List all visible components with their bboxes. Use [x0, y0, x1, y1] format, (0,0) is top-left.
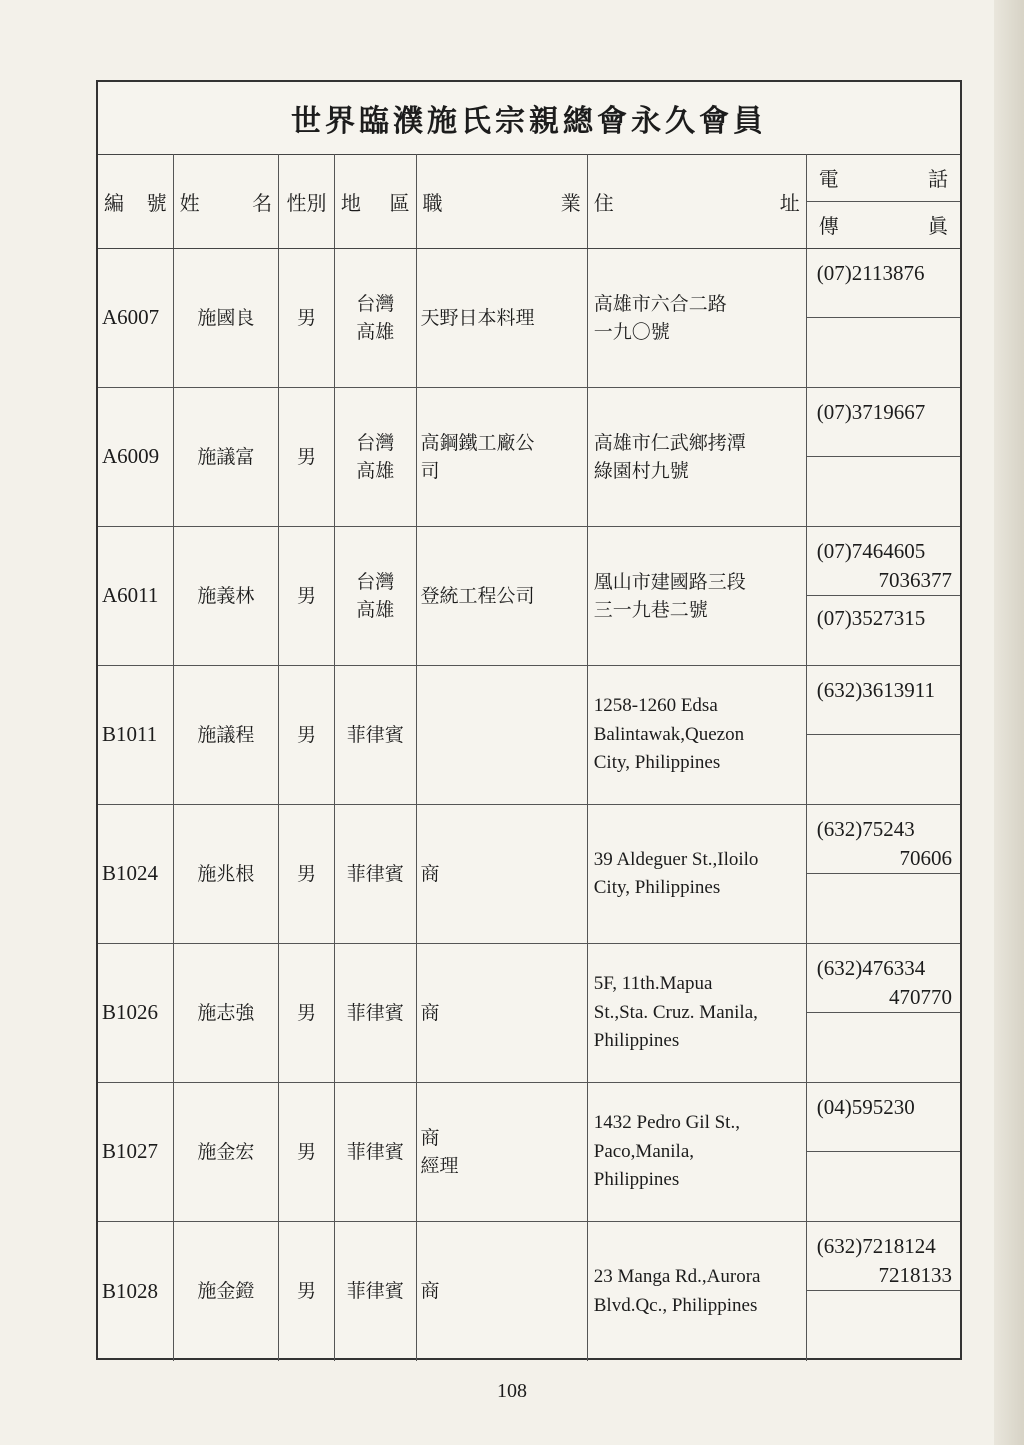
- line: 商: [420, 1280, 440, 1303]
- member-gender-text: 男: [297, 584, 317, 607]
- table-header: [98, 154, 960, 249]
- member-occupation: [417, 249, 588, 387]
- member-code: [98, 1222, 174, 1361]
- member-region: [335, 1083, 417, 1221]
- member-fax: [807, 735, 960, 804]
- member-code-text: A6007: [102, 305, 160, 330]
- table-row: [98, 1083, 960, 1222]
- header-gender: 性別: [286, 190, 327, 215]
- phone-line: 7218133: [878, 1263, 953, 1288]
- member-address: [588, 805, 807, 943]
- member-code-text: B1027: [102, 1139, 159, 1164]
- line: 1432 Pedro Gil St.,: [593, 1112, 740, 1134]
- phone-line: (632)75243: [816, 817, 915, 841]
- line: 高雄: [356, 460, 395, 482]
- member-code: [98, 805, 174, 943]
- member-region: [335, 388, 417, 526]
- member-address: [588, 527, 807, 665]
- page-edge: [994, 0, 1024, 1445]
- member-phone-fax: [807, 944, 960, 1082]
- table-row: [98, 527, 960, 666]
- member-phone: [807, 1083, 960, 1152]
- line: 司: [420, 460, 440, 482]
- member-gender: [279, 805, 335, 943]
- member-name: [174, 666, 280, 804]
- line: 商: [420, 1126, 440, 1149]
- member-phone: [807, 1222, 960, 1291]
- member-phone-fax: [807, 1083, 960, 1221]
- phone-line: (04)595230: [816, 1095, 915, 1119]
- header-phone-fax: [807, 154, 960, 248]
- line: 綠園村九號: [593, 460, 689, 482]
- member-code: [98, 666, 174, 804]
- member-gender: [279, 1222, 335, 1361]
- table-body: [98, 249, 960, 1361]
- line: 登統工程公司: [420, 584, 535, 607]
- table-row: [98, 388, 960, 527]
- member-code: [98, 1083, 174, 1221]
- member-phone: [807, 944, 960, 1013]
- line: 1258-1260 Edsa: [593, 695, 718, 717]
- member-gender: [279, 666, 335, 804]
- page-number: 108: [497, 1380, 527, 1402]
- phone-line: 470770: [889, 985, 953, 1010]
- line: 5F, 11th.Mapua: [593, 973, 713, 995]
- phone-line: (632)476334: [816, 956, 926, 980]
- member-gender-text: 男: [297, 445, 317, 468]
- line: 商: [420, 862, 440, 885]
- member-region: [335, 1222, 417, 1361]
- member-gender: [279, 249, 335, 387]
- member-fax: [807, 596, 960, 665]
- member-name-text: 施議程: [197, 723, 255, 746]
- line: Blvd.Qc., Philippines: [593, 1294, 758, 1316]
- member-name: [174, 944, 280, 1082]
- line: 菲律賓: [346, 1280, 404, 1303]
- member-phone-fax: [807, 249, 960, 387]
- member-gender-text: 男: [297, 723, 317, 746]
- member-occupation: [417, 1222, 588, 1361]
- phone-line: (07)7464605: [816, 539, 926, 563]
- line: 高雄: [356, 321, 395, 343]
- member-code: [98, 944, 174, 1082]
- member-phone: [807, 805, 960, 874]
- phone-line: (07)2113876: [816, 261, 925, 285]
- line: 台灣: [356, 431, 395, 454]
- line: 23 Manga Rd.,Aurora: [593, 1266, 761, 1287]
- header-phone: 電 話: [807, 154, 960, 202]
- member-fax: [807, 457, 960, 526]
- line: 菲律賓: [346, 723, 404, 746]
- member-code: [98, 249, 174, 387]
- line: Philippines: [593, 1169, 680, 1191]
- line: 高雄: [356, 599, 395, 621]
- line: 台灣: [356, 292, 395, 315]
- member-address: [588, 1083, 807, 1221]
- member-phone-fax: [807, 527, 960, 665]
- member-gender: [279, 388, 335, 526]
- table-row: [98, 944, 960, 1083]
- member-gender: [279, 944, 335, 1082]
- member-fax: [807, 1152, 960, 1221]
- member-name-text: 施金宏: [197, 1140, 255, 1163]
- header-code: 編 號: [104, 190, 167, 215]
- line: City, Philippines: [593, 752, 721, 774]
- header-region: 地 區: [340, 190, 410, 215]
- member-phone: [807, 527, 960, 596]
- member-name-text: 施志強: [197, 1001, 255, 1024]
- member-code: [98, 527, 174, 665]
- member-region: [335, 527, 417, 665]
- table-title: 世界臨濮施氏宗親總會永久會員: [98, 82, 960, 155]
- header-occupation: 職 業: [422, 190, 581, 215]
- member-region: [335, 666, 417, 804]
- line: 商: [420, 1001, 440, 1024]
- member-occupation: [417, 388, 588, 526]
- line: 經理: [420, 1155, 459, 1177]
- member-fax: [807, 1013, 960, 1082]
- line: 三一九巷二號: [593, 599, 708, 621]
- member-phone: [807, 249, 960, 318]
- table-row: [98, 249, 960, 388]
- line: 菲律賓: [346, 1001, 404, 1024]
- line: 菲律賓: [346, 862, 404, 885]
- member-region: [335, 805, 417, 943]
- member-name-text: 施國良: [197, 306, 255, 329]
- member-region: [335, 249, 417, 387]
- line: 一九〇號: [593, 321, 670, 343]
- line: 高鋼鐵工廠公: [420, 431, 535, 454]
- member-address: [588, 944, 807, 1082]
- phone-line: 70606: [899, 846, 953, 871]
- member-gender: [279, 1083, 335, 1221]
- member-code-text: A6009: [102, 444, 160, 469]
- table-row: [98, 1222, 960, 1361]
- member-name: [174, 388, 280, 526]
- header-address: 住 址: [593, 190, 800, 215]
- member-name: [174, 1222, 280, 1361]
- line: 菲律賓: [346, 1140, 404, 1163]
- member-name-text: 施議富: [197, 445, 255, 468]
- line: 高雄市六合二路: [593, 292, 727, 315]
- member-address: [588, 666, 807, 804]
- line: Paco,Manila,: [593, 1140, 695, 1162]
- member-code-text: B1024: [102, 861, 159, 886]
- phone-line: 7036377: [878, 568, 953, 593]
- member-name-text: 施義林: [197, 584, 255, 607]
- member-phone-fax: [807, 666, 960, 804]
- member-address: [588, 388, 807, 526]
- member-name-text: 施兆根: [197, 862, 255, 885]
- phone-line: (632)7218124: [816, 1234, 936, 1258]
- line: 高雄市仁武鄉拷潭: [593, 431, 746, 454]
- line: 39 Aldeguer St.,Iloilo: [593, 848, 759, 870]
- member-code-text: B1028: [102, 1278, 159, 1303]
- member-name: [174, 527, 280, 665]
- header-fax: 傳 眞: [818, 214, 949, 239]
- member-gender-text: 男: [297, 1140, 317, 1163]
- member-code-text: B1026: [102, 1000, 159, 1025]
- line: City, Philippines: [593, 877, 721, 898]
- phone-line: (07)3719667: [816, 400, 926, 424]
- line: 台灣: [356, 570, 395, 593]
- member-gender-text: 男: [297, 862, 317, 885]
- member-gender: [279, 527, 335, 665]
- line: Balintawak,Quezon: [593, 723, 745, 745]
- member-phone: [807, 666, 960, 735]
- member-occupation: [417, 805, 588, 943]
- member-occupation: [417, 666, 588, 804]
- line: 天野日本料理: [420, 306, 535, 329]
- member-name: [174, 249, 280, 387]
- member-name-text: 施金鐙: [197, 1280, 255, 1303]
- member-occupation: [417, 944, 588, 1082]
- member-fax: [807, 874, 960, 943]
- member-region: [335, 944, 417, 1082]
- member-phone: [807, 388, 960, 457]
- member-fax: [807, 318, 960, 387]
- member-gender-text: 男: [297, 306, 317, 329]
- member-table: [96, 80, 962, 1360]
- member-phone-fax: [807, 388, 960, 526]
- line: St.,Sta. Cruz. Manila,: [593, 1001, 758, 1023]
- phone-line: (632)3613911: [816, 678, 935, 702]
- fax-line: (07)3527315: [816, 606, 926, 630]
- member-code-text: A6011: [102, 583, 159, 608]
- member-occupation: [417, 1083, 588, 1221]
- member-address: [588, 249, 807, 387]
- member-name: [174, 1083, 280, 1221]
- table-row: [98, 805, 960, 944]
- table-row: [98, 666, 960, 805]
- member-code-text: B1011: [102, 722, 158, 747]
- member-gender-text: 男: [297, 1001, 317, 1024]
- line: 凰山市建國路三段: [593, 570, 746, 593]
- member-phone-fax: [807, 805, 960, 943]
- member-fax: [807, 1291, 960, 1361]
- member-occupation: [417, 527, 588, 665]
- header-name: 姓 名: [179, 190, 273, 215]
- line: Philippines: [593, 1030, 680, 1052]
- member-name: [174, 805, 280, 943]
- member-gender-text: 男: [297, 1280, 317, 1303]
- member-code: [98, 388, 174, 526]
- member-phone-fax: [807, 1222, 960, 1361]
- member-address: [588, 1222, 807, 1361]
